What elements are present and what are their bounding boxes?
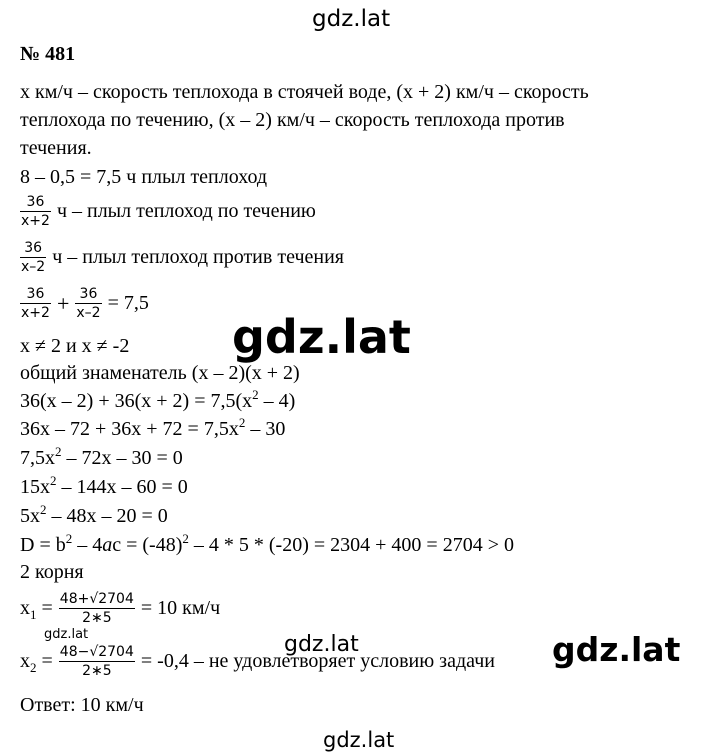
fraction-caption: ч – плыл теплоход против течения	[52, 246, 344, 268]
equation-line-2	[20, 417, 285, 443]
expr-part: – 4)	[258, 390, 296, 412]
root-2-result: = -0,4 – не удовлетворяет условию задачи	[140, 650, 495, 672]
expr-part-italic: a	[102, 534, 113, 556]
fraction-upstream	[20, 239, 46, 276]
root-variable: $x_2$ =	[20, 650, 53, 675]
expr-part: 36x – 72 + 36x + 72 = 7,5x	[20, 418, 239, 440]
expr-part: c = (-48)	[112, 534, 183, 556]
roots-count-line: 2 корня	[20, 561, 84, 583]
fraction-denominator: x–2	[76, 305, 101, 321]
equation-fraction-a	[20, 285, 51, 322]
expr-part: 36(x – 2) + 36(x + 2) = 7,5(x	[20, 390, 253, 412]
fraction-downstream	[20, 193, 51, 230]
discriminant-line	[20, 533, 514, 559]
expr-part: – 72x – 30 = 0	[61, 447, 183, 469]
fraction-denominator: x+2	[21, 213, 50, 229]
equation-line-4	[20, 475, 188, 501]
expr-part: 5x	[20, 505, 40, 527]
intro-line-3: течения.	[20, 137, 92, 159]
expr-part: – 4	[72, 534, 103, 556]
domain-line: x ≠ 2 и x ≠ -2	[20, 335, 130, 357]
watermark-center: gdz.lat	[232, 310, 411, 364]
expr-part: 15x	[20, 476, 50, 498]
expr-part: D = b	[20, 534, 66, 556]
equation-line-5	[20, 504, 168, 530]
expr-part: – 30	[245, 418, 286, 440]
root-2-fraction	[59, 643, 135, 680]
intro-line-1: x км/ч – скорость теплохода в стоячей воде, (x + 2) км/ч – скорость	[20, 81, 589, 103]
expr-part: – 4 * 5 * (-20) = 2304 + 400 = 2704 > 0	[188, 534, 514, 556]
watermark-mid: gdz.lat	[284, 632, 359, 657]
exponent: 2	[50, 473, 57, 488]
answer-line: Ответ: 10 км/ч	[20, 694, 144, 716]
fraction-numerator: 36	[75, 285, 101, 304]
fraction-denominator: x+2	[21, 305, 50, 321]
watermark-right: gdz.lat	[552, 630, 681, 669]
exponent: 2	[238, 415, 246, 430]
problem-number: № 481	[20, 43, 76, 65]
expr-part: – 48x – 20 = 0	[46, 505, 168, 527]
equation-fraction-b	[75, 285, 101, 322]
exponent: 2	[65, 531, 73, 546]
fraction-numerator: 36	[20, 239, 46, 258]
fraction-numerator: 48+√2704	[59, 591, 134, 607]
watermark-bottom: gdz.lat	[323, 728, 395, 752]
root-1-result: = 10 км/ч	[140, 597, 221, 619]
fraction-denominator: x–2	[21, 259, 46, 275]
exponent: 2	[40, 502, 47, 517]
expr-part: – 144x – 60 = 0	[56, 476, 188, 498]
root-1-fraction	[59, 590, 135, 627]
fraction-caption: ч – плыл теплоход по течению	[56, 200, 316, 222]
equation-rhs: = 7,5	[107, 292, 149, 314]
fraction-numerator: 36	[20, 285, 51, 304]
fraction-numerator: 48−√2704	[59, 644, 134, 660]
root-2-line	[20, 643, 495, 680]
exponent: 2	[55, 444, 62, 459]
plus-sign: +	[56, 290, 70, 316]
watermark-small: gdz.lat	[44, 627, 89, 642]
equation-line-3	[20, 446, 183, 472]
fraction-denominator: 2∗5	[82, 610, 112, 626]
fraction-denominator: 2∗5	[82, 663, 112, 679]
fraction-line-downstream	[20, 193, 316, 230]
time-line: 8 – 0,5 = 7,5 ч плыл теплоход	[20, 166, 268, 188]
root-variable: $x_1$ =	[20, 597, 53, 622]
fraction-numerator: 36	[20, 193, 51, 212]
exponent: 2	[252, 387, 259, 402]
equation-line-1	[20, 389, 295, 415]
root-1-line	[20, 590, 220, 627]
expr-part: 7,5x	[20, 447, 55, 469]
intro-line-2: теплохода по течению, (x – 2) км/ч – скорость теплохода против	[20, 109, 565, 131]
fraction-line-upstream	[20, 239, 344, 276]
common-denominator-line: общий знаменатель (x – 2)(x + 2)	[20, 362, 300, 384]
watermark-top: gdz.lat	[312, 6, 391, 32]
exponent: 2	[182, 531, 189, 546]
main-equation	[20, 285, 149, 322]
